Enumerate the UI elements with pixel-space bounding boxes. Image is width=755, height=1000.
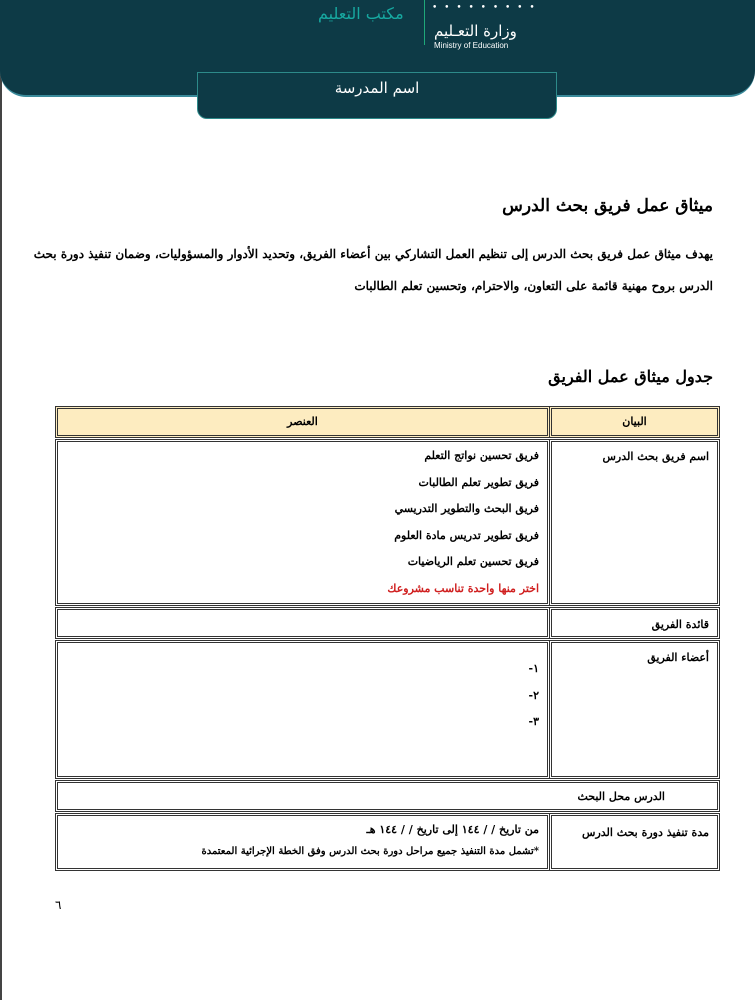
member-item: ٢-	[528, 688, 539, 702]
header-element: العنصر	[55, 406, 550, 438]
duration-cell[interactable]	[55, 813, 550, 871]
office-label: مكتب التعليم	[318, 4, 404, 23]
intro-paragraph: يهدف ميثاق عمل فريق بحث الدرس إلى تنظيم العمل التشاركي بين أعضاء الفريق، وتحديد الأدوار والمسؤوليات، وضمان تنفيذ دورة بحث الدرس بروح مهنية قائمة على التعاون، والاحترام، وتحسين تعلم الطالبات	[33, 247, 713, 293]
page-number: ٦	[55, 898, 62, 912]
team-note: اختر منها واحدة تناسب مشروعك	[387, 581, 539, 595]
duration-note: *تشمل مدة التنفيذ جميع مراحل دورة بحث الدرس وفق الخطة الإجرائية المعتمدة	[201, 846, 539, 857]
logo-divider	[424, 0, 425, 45]
leader-value[interactable]	[55, 607, 550, 639]
page-title: ميثاق عمل فريق بحث الدرس	[502, 196, 713, 216]
team-option: فريق تحسين نواتج التعلم	[424, 449, 539, 462]
lesson-label: الدرس محل البحث	[55, 780, 720, 812]
members-label: أعضاء الفريق	[549, 640, 720, 779]
member-item: ٣-	[528, 715, 539, 728]
team-name-label: اسم فريق بحث الدرس	[549, 439, 720, 606]
page-edge	[0, 0, 2, 1000]
member-item: ١-	[528, 662, 539, 675]
ministry-name-ar: وزارة التعـليم	[434, 22, 517, 40]
team-option: فريق البحث والتطوير التدريسي	[394, 502, 539, 515]
members-cell[interactable]	[55, 640, 550, 779]
team-option: فريق تطوير تدريس مادة العلوم	[394, 528, 539, 542]
duration-value: من تاريخ / / ١٤٤ إلى تاريخ / / ١٤٤ هـ	[366, 823, 539, 836]
table-title: جدول ميثاق عمل الفريق	[548, 367, 713, 386]
ministry-name-en: Ministry of Education	[434, 41, 509, 50]
school-name-box: اسم المدرسة	[197, 72, 557, 119]
team-option: فريق تحسين تعلم الرياضيات	[407, 555, 539, 568]
team-options-cell	[55, 439, 550, 606]
leader-label: قائدة الفريق	[549, 607, 720, 639]
team-option: فريق تطوير تعلم الطالبات	[418, 475, 539, 489]
duration-label: مدة تنفيذ دورة بحث الدرس	[549, 813, 720, 871]
ministry-logo-icon: • • • • • • • • •	[432, 3, 537, 13]
header-statement: البيان	[549, 406, 720, 438]
